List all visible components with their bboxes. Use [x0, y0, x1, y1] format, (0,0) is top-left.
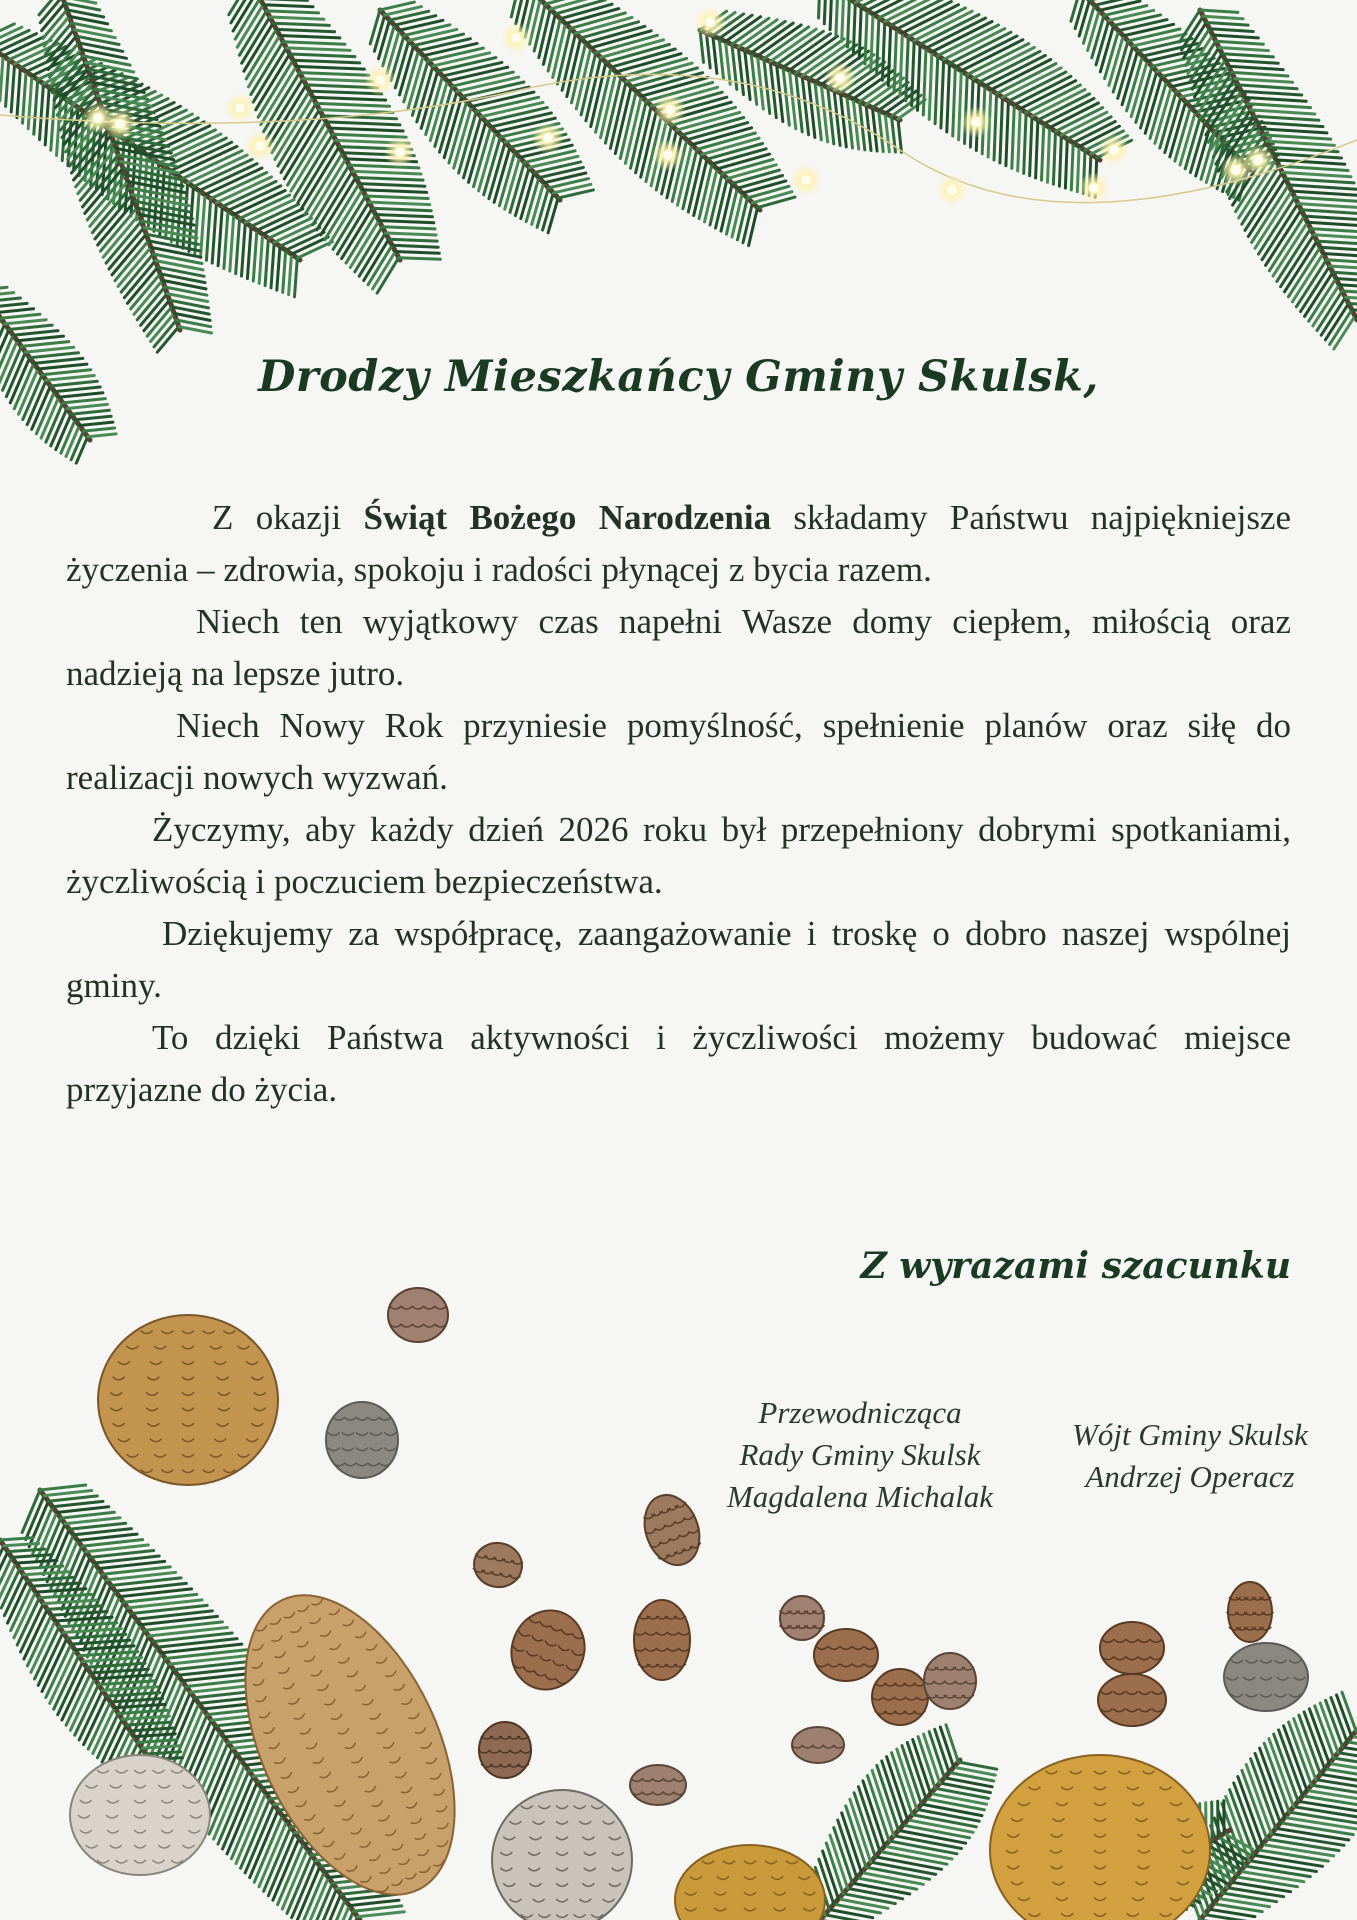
- paragraph-5: Dziękujemy za współpracę, zaangażowanie i troskę o dobro naszej wspólnej gminy.: [66, 914, 1291, 1005]
- paragraph-4: Życzymy, aby każdy dzień 2026 roku był przepełniony dobrymi spotkaniami, życzliwością i poczuciem bezpieczeństwa.: [66, 810, 1291, 901]
- signature-mayor-title: Wójt Gminy Skulsk: [1072, 1417, 1308, 1452]
- closing-phrase: Z wyrazami szacunku: [860, 1245, 1291, 1287]
- paragraph-1: Z okazji Świąt Bożego Narodzenia składamy Państwu najpiękniejsze życzenia – zdrowia, spokoju i radości płynącej z bycia razem.: [66, 498, 1292, 589]
- signature-council-chair: [700, 1392, 1020, 1518]
- holiday-name: Świąt Bożego Narodzenia: [363, 498, 772, 537]
- signature-chair-name: Magdalena Michalak: [726, 1479, 993, 1514]
- paragraph-6: To dzięki Państwa aktywności i życzliwości możemy budować miejsce przyjazne do życia.: [66, 1018, 1291, 1109]
- signature-chair-council: Rady Gminy Skulsk: [739, 1437, 981, 1472]
- paragraph-2: Niech ten wyjątkowy czas napełni Wasze domy ciepłem, miłością oraz nadzieją na lepsze jutro.: [66, 602, 1291, 693]
- signature-chair-title: Przewodnicząca: [758, 1395, 962, 1430]
- greeting-heading: Drodzy Mieszkańcy Gminy Skulsk,: [258, 352, 1099, 402]
- signature-mayor-name: Andrzej Operacz: [1085, 1459, 1295, 1494]
- pine-cones: [70, 1288, 1308, 1920]
- letter-body: [66, 492, 1291, 1116]
- paragraph-3: Niech Nowy Rok przyniesie pomyślność, spełnienie planów oraz siłę do realizacji nowych wyzwań.: [66, 706, 1291, 797]
- signature-mayor: [1040, 1414, 1340, 1498]
